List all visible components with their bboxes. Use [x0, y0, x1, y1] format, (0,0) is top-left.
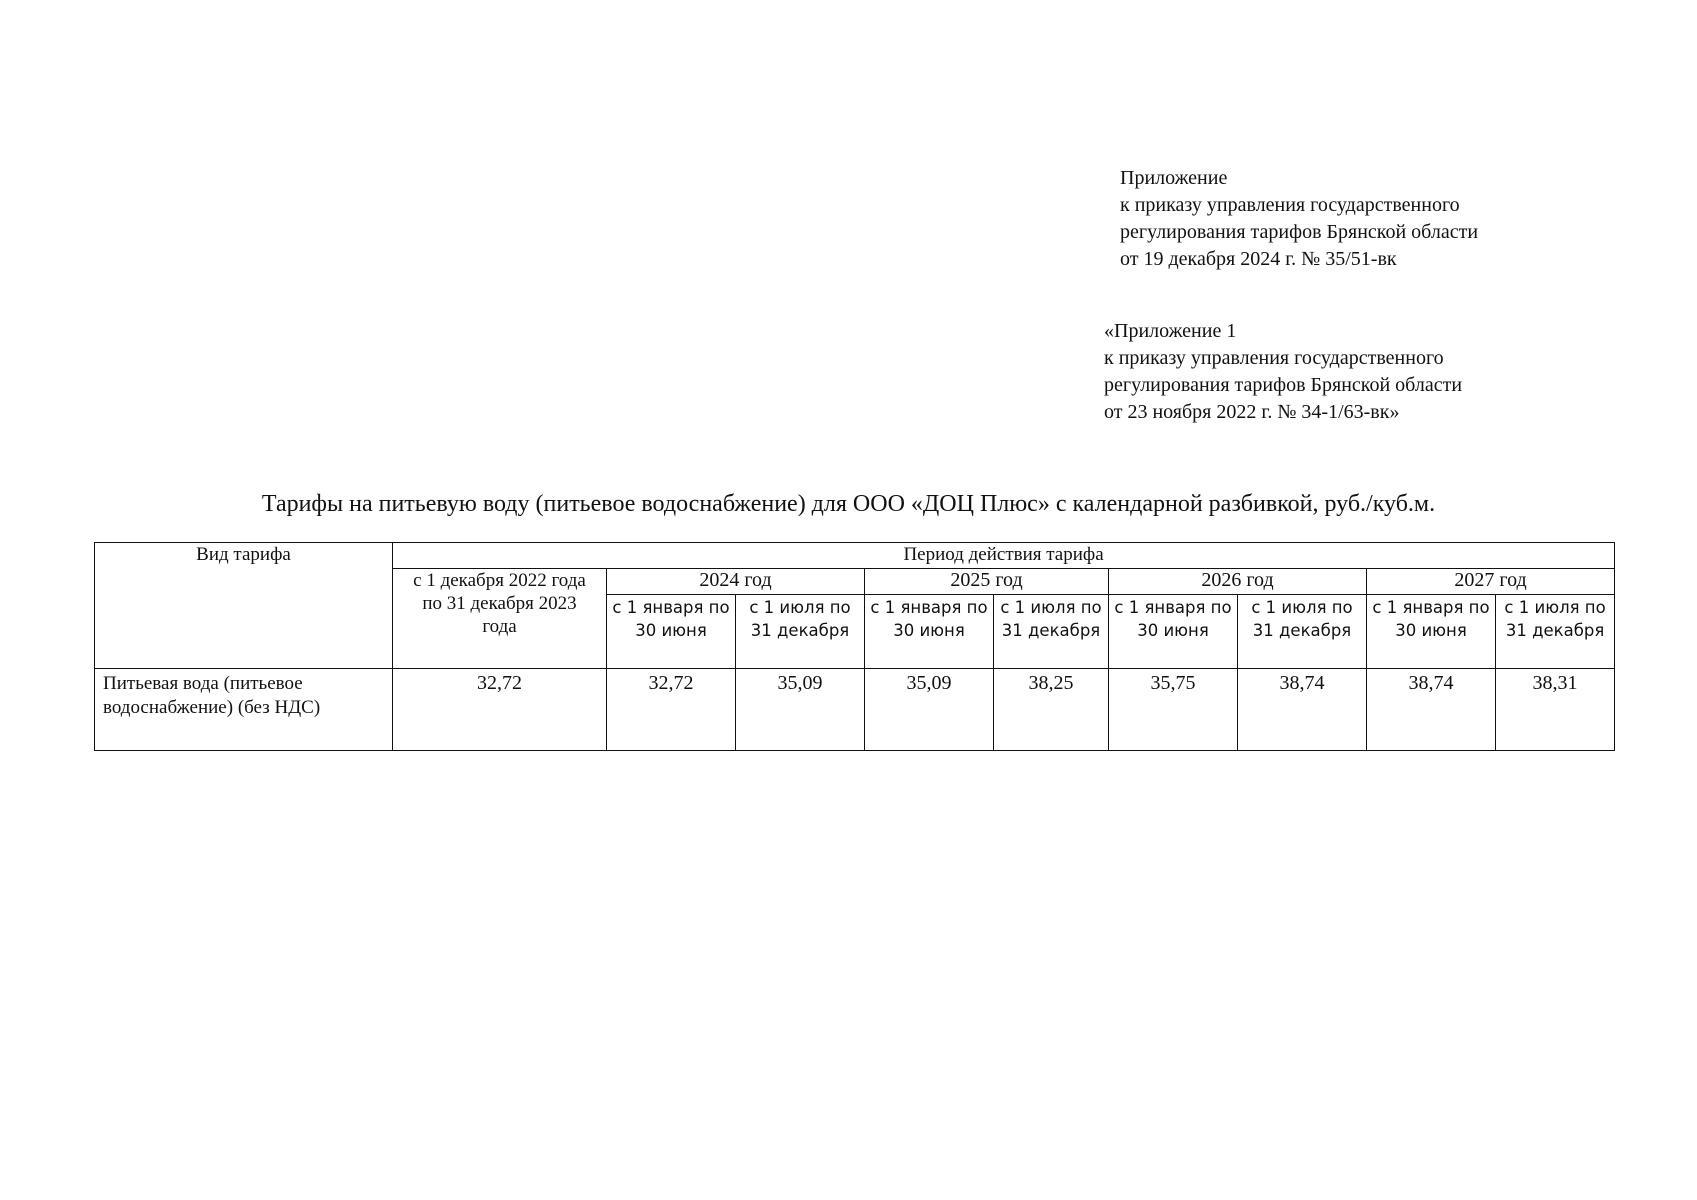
header-2025-h1: с 1 января по 30 июня: [865, 595, 994, 669]
header-year-2025: 2025 год: [865, 569, 1109, 595]
value-2027-h2: 38,31: [1496, 669, 1615, 751]
attachment-previous-line: «Приложение 1: [1104, 320, 1237, 342]
value-2027-h1: 38,74: [1367, 669, 1496, 751]
header-2026-h1: с 1 января по 30 июня: [1109, 595, 1238, 669]
header-year-2024: 2024 год: [607, 569, 865, 595]
header-2024-h2: с 1 июля по 31 декабря: [736, 595, 865, 669]
header-period-2022-2023: с 1 декабря 2022 года по 31 декабря 2023 года: [393, 569, 607, 669]
header-2027-h1: с 1 января по 30 июня: [1367, 595, 1496, 669]
attachment-current-line: регулирования тарифов Брянской области: [1120, 221, 1479, 243]
value-2025-h1: 35,09: [865, 669, 994, 751]
attachment-current-block: [1120, 165, 1478, 273]
attachment-current-line: Приложение: [1120, 167, 1228, 189]
value-2026-h2: 38,74: [1238, 669, 1367, 751]
attachment-current-line: к приказу управления государственного: [1120, 194, 1460, 216]
header-2027-h2: с 1 июля по 31 декабря: [1496, 595, 1615, 669]
attachment-previous-block: [1104, 318, 1462, 426]
header-year-2027: 2027 год: [1367, 569, 1615, 595]
value-2024-h2: 35,09: [736, 669, 865, 751]
attachment-current-line: от 19 декабря 2024 г. № 35/51-вк: [1120, 248, 1397, 270]
header-2024-h1: с 1 января по 30 июня: [607, 595, 736, 669]
header-year-2026: 2026 год: [1109, 569, 1367, 595]
attachment-previous-line: регулирования тарифов Брянской области: [1104, 374, 1463, 396]
header-2026-h2: с 1 июля по 31 декабря: [1238, 595, 1367, 669]
value-2024-h1: 32,72: [607, 669, 736, 751]
table-row: [95, 669, 1615, 751]
row-label: Питьевая вода (питьевое водоснабжение) (без НДС): [95, 669, 393, 751]
value-2022-2023: 32,72: [393, 669, 607, 751]
attachment-previous-line: к приказу управления государственного: [1104, 347, 1444, 369]
header-tariff-type: Вид тарифа: [95, 543, 393, 669]
document-title: Тарифы на питьевую воду (питьевое водоснабжение) для ООО «ДОЦ Плюс» с календарной разбивкой, руб./куб.м.: [261, 491, 1436, 517]
header-2025-h2: с 1 июля по 31 декабря: [994, 595, 1109, 669]
attachment-previous-line: от 23 ноября 2022 г. № 34-1/63-вк»: [1104, 401, 1400, 423]
tariff-table: [94, 542, 1615, 751]
value-2026-h1: 35,75: [1109, 669, 1238, 751]
header-period: Период действия тарифа: [393, 543, 1615, 569]
value-2025-h2: 38,25: [994, 669, 1109, 751]
